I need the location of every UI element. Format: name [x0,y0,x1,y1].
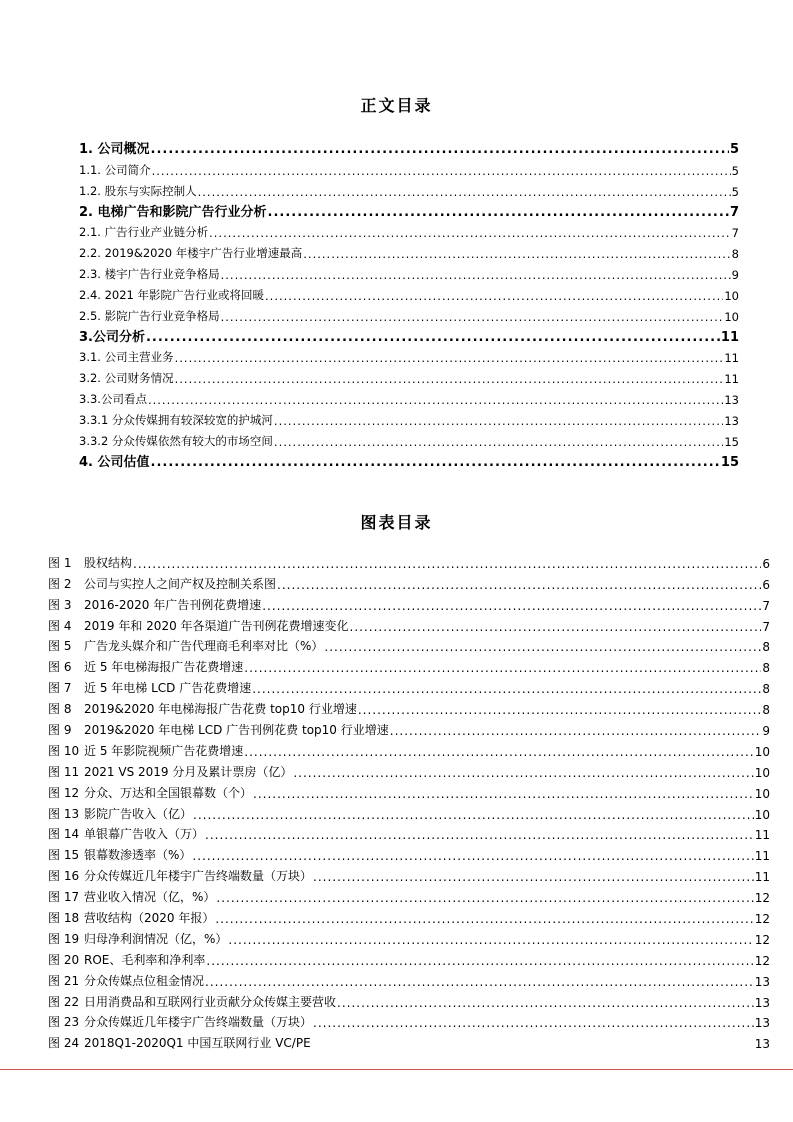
toc-entry[interactable] [79,365,739,386]
figure-number: 图 6 [48,660,72,675]
figure-page: 7 [762,598,770,613]
figure-page: 10 [754,744,770,759]
dot-leader [215,912,753,926]
figure-page: 10 [754,765,770,780]
figure-entry[interactable] [48,717,770,738]
figure-page: 8 [762,703,770,718]
toc-entry-page: 15 [724,434,739,449]
figure-number: 图 3 [48,597,72,612]
toc-entry[interactable] [79,220,739,241]
dot-leader [198,185,731,199]
figure-list [48,550,770,1051]
figure-caption: 2019&2020 年电梯 LCD 广告刊例花费 top10 行业增速 [84,723,389,738]
dot-leader [151,142,729,157]
figure-number: 图 18 [48,911,80,926]
figure-entry[interactable] [48,801,770,822]
dot-leader [175,351,724,365]
toc-entry-label: 3.3.1 分众传媒拥有较深较宽的护城河 [79,412,273,427]
figure-caption: 日用消费品和互联网行业贡献分众传媒主要营收 [84,994,337,1009]
figure-entry[interactable] [48,613,770,634]
figure-page: 13 [754,995,770,1010]
toc-title: 正文目录 [360,96,433,115]
figure-entry[interactable] [48,780,770,801]
dot-leader [293,766,753,780]
figure-entry[interactable] [48,863,770,884]
dot-leader [303,247,730,261]
figure-caption: 银幕数渗透率（%） [84,848,192,863]
dot-leader [253,787,754,801]
figure-page: 12 [754,891,770,906]
toc-entry[interactable] [79,136,739,157]
dot-leader [175,372,724,386]
figure-page: 8 [762,661,770,676]
toc-entry-label: 3.公司分析 [79,329,145,345]
toc-entry-page: 11 [724,372,739,387]
toc-entry-label: 3.3.公司看点 [79,391,147,406]
toc-entry-page: 10 [724,288,739,303]
toc-entry-page: 11 [724,351,739,366]
dot-leader [244,661,761,675]
dot-leader [277,578,761,592]
dot-leader [244,745,753,759]
toc-entry[interactable] [79,303,739,324]
dot-leader [313,870,754,884]
toc-entry-label: 1.2. 股东与实际控制人 [79,183,197,198]
figure-entry[interactable] [48,592,770,613]
dot-leader [313,1016,754,1030]
toc-entry[interactable] [79,407,739,428]
toc-entry-page: 15 [720,454,739,470]
dot-leader [206,954,753,968]
toc-entry[interactable] [79,178,739,199]
toc-entry[interactable] [79,199,739,220]
dot-leader [228,933,753,947]
toc-entry-label: 1. 公司概况 [79,142,150,157]
toc-entry-page: 8 [731,247,739,262]
figure-number: 图 23 [48,1015,80,1030]
toc-entry-page: 11 [720,329,739,345]
dot-leader [324,640,761,654]
figure-entry[interactable] [48,842,770,863]
figure-page: 7 [762,619,770,634]
figure-entry[interactable] [48,550,770,571]
toc-entry-label: 2.2. 2019&2020 年楼宇广告行业增速最高 [79,246,303,261]
figure-entry[interactable] [48,926,770,947]
dot-leader [146,330,720,345]
figure-number: 图 15 [48,848,80,863]
figure-number: 图 13 [48,806,80,821]
figure-page: 13 [754,1037,770,1052]
figure-entry[interactable] [48,884,770,905]
figure-entry[interactable] [48,968,770,989]
figure-number: 图 8 [48,702,72,717]
toc-entry-label: 2.5. 影院广告行业竞争格局 [79,308,220,323]
toc-entry-page: 5 [731,184,739,199]
toc-entry-label: 2.1. 广告行业产业链分析 [79,225,209,240]
figure-number: 图 14 [48,827,80,842]
dot-leader [205,975,754,989]
figure-number: 图 4 [48,618,72,633]
figure-caption: 2018Q1-2020Q1 中国互联网行业 VC/PE [84,1036,311,1051]
dot-leader [265,289,723,303]
figure-entry[interactable] [48,905,770,926]
figure-caption: 归母净利润情况（亿，%） [84,931,228,946]
figure-number: 图 12 [48,785,80,800]
dot-leader [252,682,761,696]
figure-entry[interactable] [48,1010,770,1031]
dot-leader [358,703,762,717]
figure-page: 11 [754,870,770,885]
dot-leader [151,455,720,470]
figure-page: 13 [754,1016,770,1031]
figure-caption: 影院广告收入（亿） [84,806,193,821]
figure-number: 图 7 [48,681,72,696]
figure-number: 图 1 [48,555,72,570]
dot-leader [133,557,761,571]
figure-entry[interactable] [48,759,770,780]
toc-entry-page: 5 [731,163,739,178]
figure-page: 11 [754,849,770,864]
figure-page: 12 [754,953,770,968]
figure-entry[interactable] [48,947,770,968]
figure-caption: 2019&2020 年电梯海报广告花费 top10 行业增速 [84,702,357,717]
toc-entry[interactable] [79,386,739,407]
dot-leader [209,226,731,240]
figure-entry[interactable] [48,822,770,843]
toc-entry-label: 2.3. 楼宇广告行业竞争格局 [79,266,220,281]
figure-caption: 分众传媒点位租金情况 [84,973,205,988]
figure-entry[interactable] [48,989,770,1010]
toc-entry-page: 7 [731,226,739,241]
toc-entry-page: 5 [729,142,739,157]
dot-leader [152,164,731,178]
figure-page: 8 [762,640,770,655]
dot-leader [192,849,753,863]
toc-entry[interactable] [79,324,739,345]
figure-caption: 公司与实控人之间产权及控制关系图 [84,576,277,591]
figure-entry[interactable] [48,675,770,696]
toc-entry-page: 13 [724,413,739,428]
figure-caption: 营收结构（2020 年报） [84,911,215,926]
figure-list-title: 图表目录 [360,513,433,532]
figure-page: 9 [762,724,770,739]
figure-caption: 股权结构 [84,555,133,570]
figure-page: 11 [754,828,770,843]
toc-entry-page: 7 [729,204,739,220]
figure-number: 图 11 [48,764,80,779]
figure-entry[interactable] [48,1030,770,1051]
dot-leader [262,599,761,613]
figure-page: 12 [754,932,770,947]
figure-caption: 单银幕广告收入（万） [84,827,205,842]
dot-leader [274,435,723,449]
figure-caption: 近 5 年电梯 LCD 广告花费增速 [84,681,252,696]
toc-entry-label: 2. 电梯广告和影院广告行业分析 [79,204,267,220]
dot-leader [193,808,754,822]
toc-entry-label: 1.1. 公司简介 [79,162,151,177]
dot-leader [337,996,754,1010]
figure-number: 图 21 [48,973,80,988]
figure-caption: 营业收入情况（亿，%） [84,890,216,905]
figure-caption: 近 5 年影院视频广告花费增速 [84,743,244,758]
figure-caption: 分众传媒近几年楼宇广告终端数量（万块） [84,869,313,884]
figure-page: 8 [762,682,770,697]
figure-number: 图 24 [48,1036,80,1051]
figure-number: 图 17 [48,890,80,905]
figure-number: 图 16 [48,869,80,884]
toc-entry-label: 4. 公司估值 [79,454,150,470]
figure-page: 12 [754,912,770,927]
figure-page: 6 [762,577,770,592]
toc-entry-page: 10 [724,309,739,324]
toc-entry[interactable] [79,240,739,261]
figure-number: 图 19 [48,931,80,946]
dot-leader [148,393,723,407]
toc-entry-label: 2.4. 2021 年影院广告行业或将回暖 [79,287,265,302]
figure-number: 图 9 [48,723,72,738]
toc-entry-label: 3.1. 公司主营业务 [79,350,174,365]
figure-caption: 广告龙头媒介和广告代理商毛利率对比（%） [84,639,324,654]
toc-entry[interactable] [79,157,739,178]
figure-caption: ROE、毛利率和净利率 [84,952,206,967]
toc-entry[interactable] [79,449,739,470]
figure-entry[interactable] [48,634,770,655]
figure-entry[interactable] [48,696,770,717]
dot-leader [268,205,729,220]
dot-leader [390,724,762,738]
footer-divider [0,1069,793,1070]
figure-number: 图 20 [48,952,80,967]
figure-entry[interactable] [48,654,770,675]
dot-leader [221,268,731,282]
figure-number: 图 10 [48,743,80,758]
figure-caption: 分众、万达和全国银幕数（个） [84,785,253,800]
dot-leader [274,414,723,428]
dot-leader [350,620,762,634]
dot-leader [216,891,753,905]
figure-caption: 2016-2020 年广告刊例花费增速 [84,597,262,612]
figure-caption: 2021 VS 2019 分月及累计票房（亿） [84,764,293,779]
figure-page: 10 [754,807,770,822]
dot-leader [221,310,724,324]
toc-entry[interactable] [79,428,739,449]
figure-number: 图 22 [48,994,80,1009]
figure-page: 10 [754,786,770,801]
figure-number: 图 2 [48,576,72,591]
toc-entry-page: 9 [731,267,739,282]
toc-entry-label: 3.2. 公司财务情况 [79,371,174,386]
figure-page: 6 [762,556,770,571]
toc-entry[interactable] [79,282,739,303]
figure-number: 图 5 [48,639,72,654]
figure-caption: 近 5 年电梯海报广告花费增速 [84,660,244,675]
table-of-contents [79,136,739,470]
toc-entry[interactable] [79,261,739,282]
figure-entry[interactable] [48,571,770,592]
figure-page: 13 [754,974,770,989]
toc-entry[interactable] [79,345,739,366]
dot-leader [205,828,754,842]
figure-caption: 2019 年和 2020 年各渠道广告刊例花费增速变化 [84,618,349,633]
toc-entry-label: 3.3.2 分众传媒依然有较大的市场空间 [79,433,273,448]
toc-entry-page: 13 [724,392,739,407]
figure-entry[interactable] [48,738,770,759]
figure-caption: 分众传媒近几年楼宇广告终端数量（万块） [84,1015,313,1030]
